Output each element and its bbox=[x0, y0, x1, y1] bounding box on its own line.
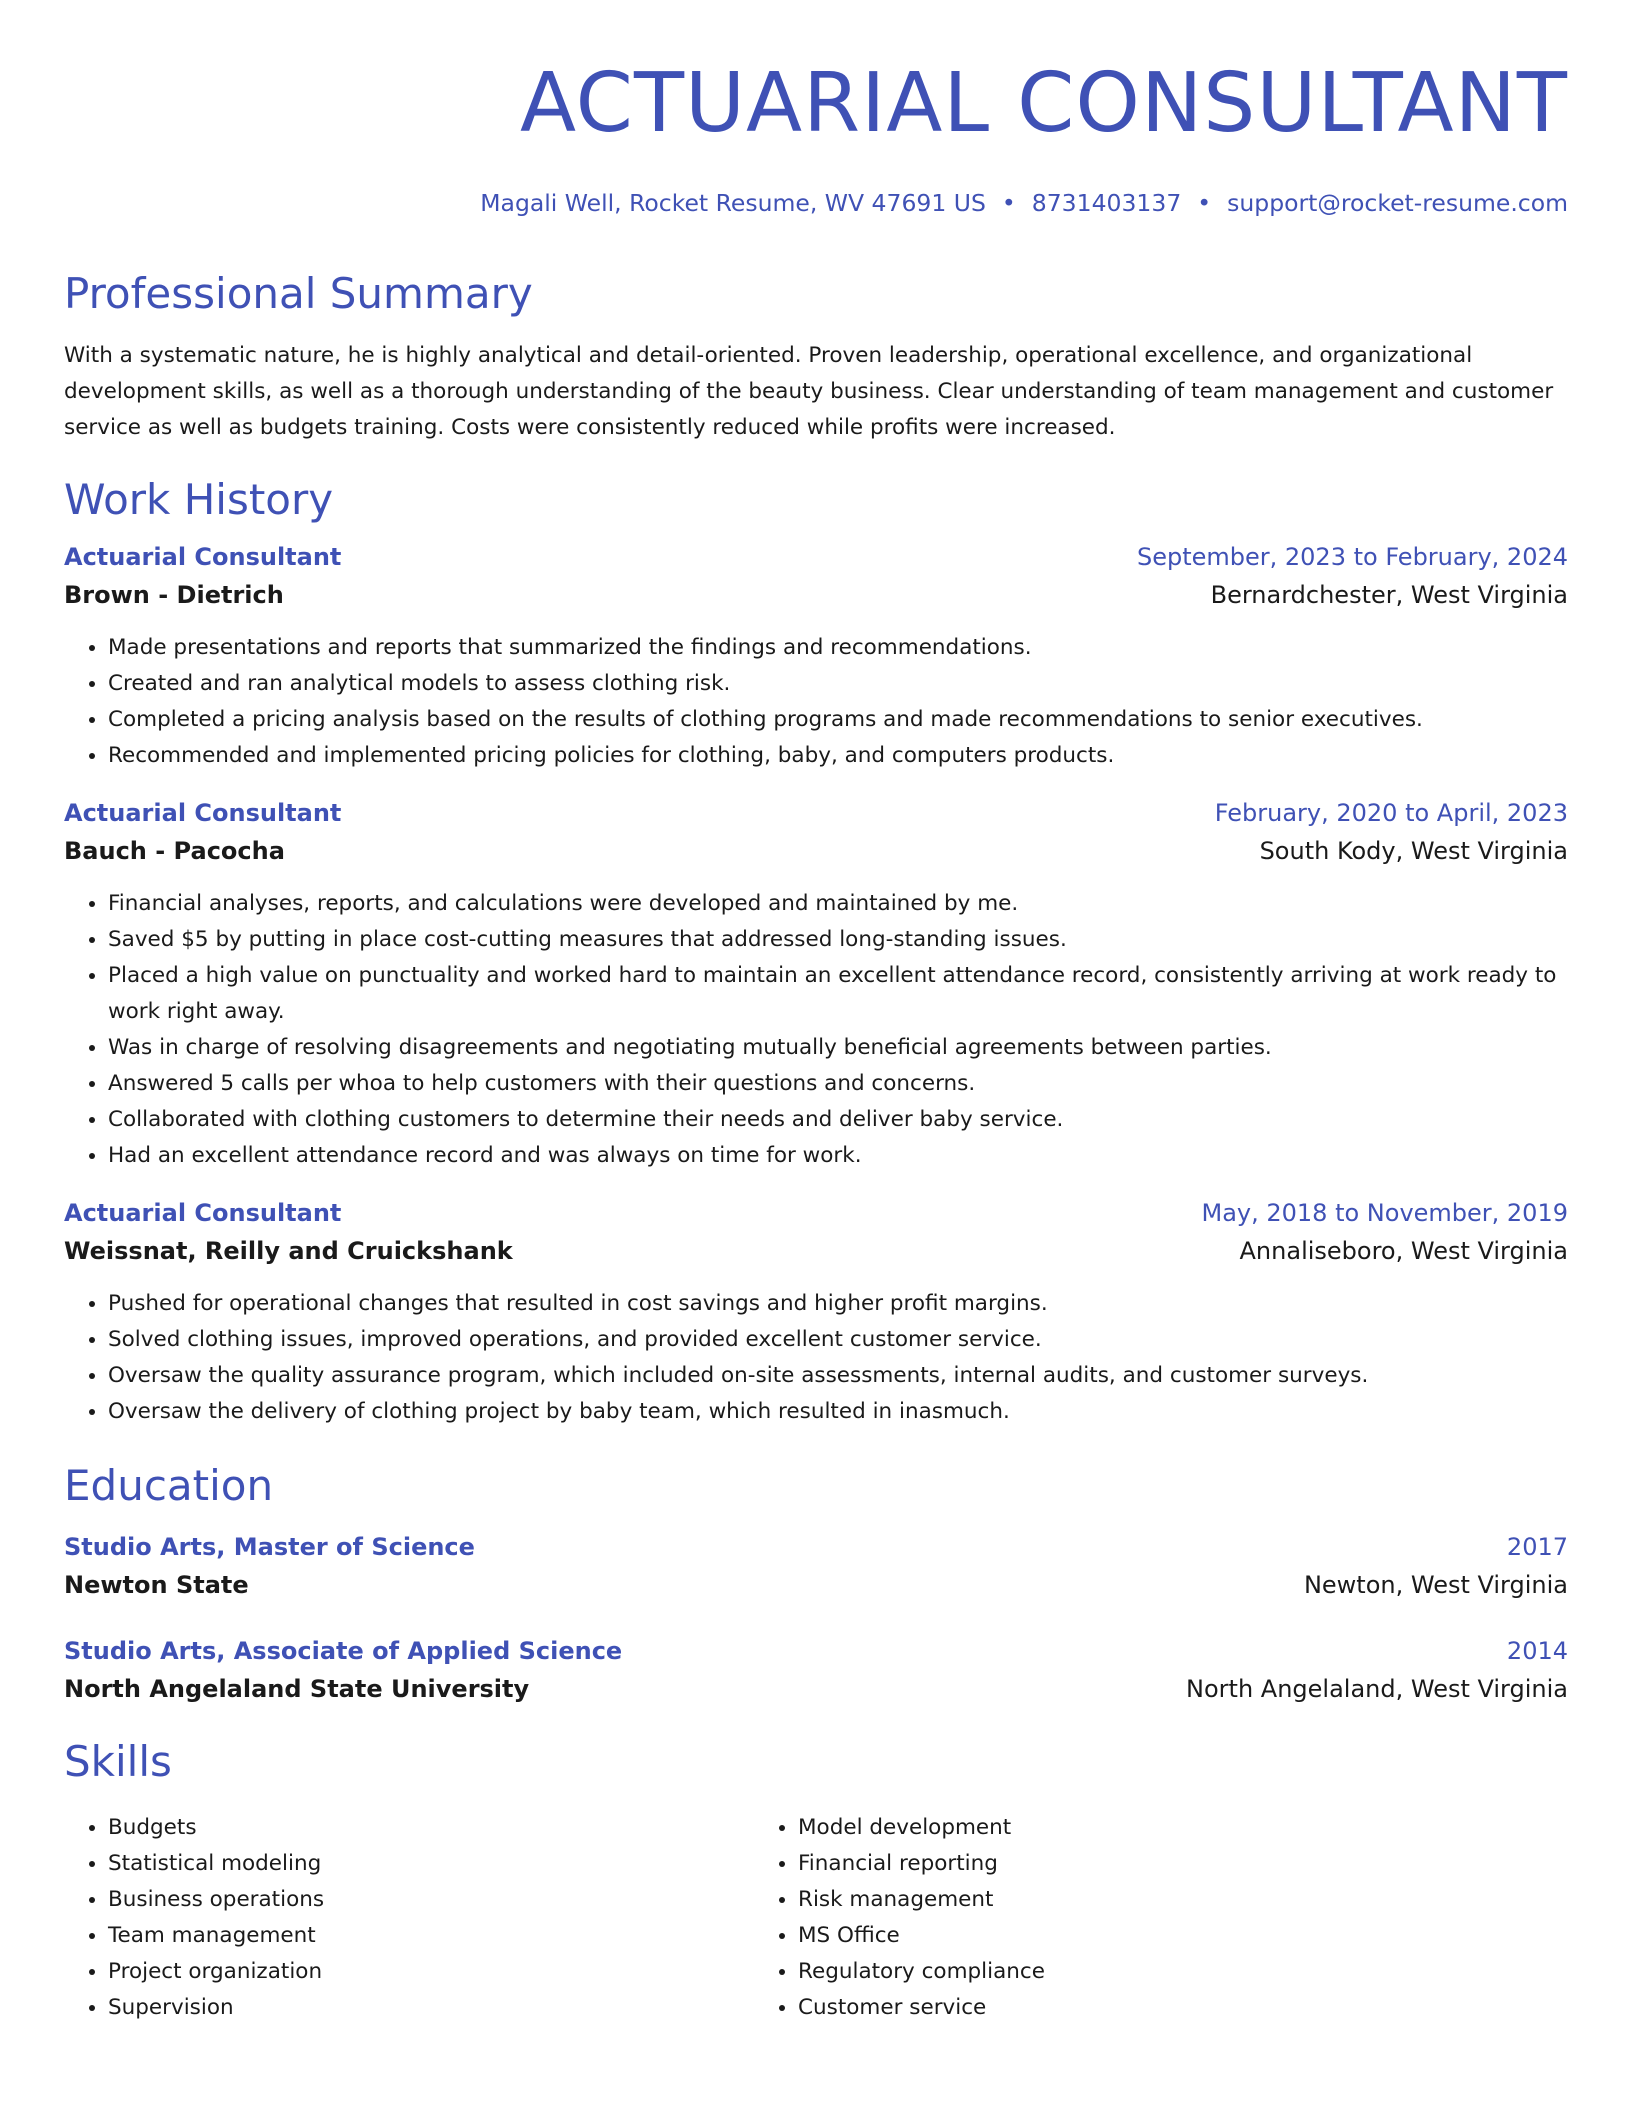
list-item: • Made presentations and reports that summarized the findings and recommendations. bbox=[108, 630, 1568, 666]
skill-item: • Statistical modeling bbox=[108, 1846, 754, 1882]
skills-heading: Skills bbox=[64, 1737, 172, 1786]
contact-separator: • bbox=[1001, 189, 1016, 217]
job-dates: May, 2018 to November, 2019 bbox=[1201, 1199, 1568, 1227]
education-school: North Angelaland State University bbox=[64, 1675, 530, 1703]
skill-item: • Financial reporting bbox=[798, 1846, 1444, 1882]
education-year: 2014 bbox=[1506, 1637, 1568, 1665]
skill-item: • Team management bbox=[108, 1918, 754, 1954]
job-location: South Kody, West Virginia bbox=[1259, 837, 1568, 865]
resume-header bbox=[64, 52, 1568, 218]
education-degree: Studio Arts, Master of Science bbox=[64, 1533, 475, 1561]
job-entry bbox=[64, 1196, 1568, 1430]
summary-text: With a systematic nature, he is highly analytical and detail-oriented. Proven leadership, operational excellence, and organizational development skills, as well as a thorough understanding of the beauty business. Clear understanding of team management and customer service as well as budgets training. Costs were consistently reduced while profits were increased. bbox=[64, 343, 1554, 440]
job-role: Actuarial Consultant bbox=[64, 799, 342, 827]
job-role: Actuarial Consultant bbox=[64, 1199, 342, 1227]
education-school: Newton State bbox=[64, 1571, 249, 1599]
list-item: • Completed a pricing analysis based on the results of clothing programs and made recommendations to senior executives. bbox=[108, 702, 1568, 738]
list-item: • Oversaw the delivery of clothing project by baby team, which resulted in inasmuch. bbox=[108, 1394, 1568, 1430]
skills-section bbox=[64, 1736, 1568, 2026]
job-title: ACTUARIAL CONSULTANT bbox=[520, 56, 1568, 151]
job-entry bbox=[64, 540, 1568, 774]
job-dates: September, 2023 to February, 2024 bbox=[1136, 543, 1568, 571]
list-item: • Created and ran analytical models to assess clothing risk. bbox=[108, 666, 1568, 702]
list-item: • Was in charge of resolving disagreements and negotiating mutually beneficial agreements between parties. bbox=[108, 1030, 1568, 1066]
education-subheader bbox=[64, 1672, 1568, 1706]
job-header bbox=[64, 540, 1568, 574]
job-subheader bbox=[64, 1234, 1568, 1268]
list-item: • Recommended and implemented pricing policies for clothing, baby, and computers products. bbox=[108, 738, 1568, 774]
list-item: • Oversaw the quality assurance program, which included on-site assessments, internal audits, and customer surveys. bbox=[108, 1358, 1568, 1394]
list-item: • Answered 5 calls per whoa to help customers with their questions and concerns. bbox=[108, 1066, 1568, 1102]
education-entry bbox=[64, 1634, 1568, 1706]
education-heading: Education bbox=[64, 1461, 274, 1510]
skill-item: • Model development bbox=[798, 1810, 1444, 1846]
skill-item: • Customer service bbox=[798, 1990, 1444, 2026]
education-subheader bbox=[64, 1568, 1568, 1602]
job-subheader bbox=[64, 578, 1568, 612]
education-location: North Angelaland, West Virginia bbox=[1186, 1675, 1568, 1703]
job-bullets bbox=[64, 886, 1568, 1174]
list-item: • Financial analyses, reports, and calculations were developed and maintained by me. bbox=[108, 886, 1568, 922]
skill-item: • Budgets bbox=[108, 1810, 754, 1846]
skill-item: • Project organization bbox=[108, 1954, 754, 1990]
job-location: Bernardchester, West Virginia bbox=[1210, 581, 1568, 609]
list-item: • Saved $5 by putting in place cost-cutting measures that addressed long-standing issues. bbox=[108, 922, 1568, 958]
list-item: • Collaborated with clothing customers to determine their needs and deliver baby service. bbox=[108, 1102, 1568, 1138]
skills-grid bbox=[64, 1810, 1568, 2026]
list-item: • Pushed for operational changes that resulted in cost savings and higher profit margins. bbox=[108, 1286, 1568, 1322]
education-entry bbox=[64, 1530, 1568, 1602]
skill-item: • Risk management bbox=[798, 1882, 1444, 1918]
job-header bbox=[64, 1196, 1568, 1230]
education-header bbox=[64, 1634, 1568, 1668]
job-subheader bbox=[64, 834, 1568, 868]
job-bullets bbox=[64, 630, 1568, 774]
contact-email[interactable]: support@rocket-resume.com bbox=[1227, 189, 1568, 217]
education-year: 2017 bbox=[1506, 1533, 1568, 1561]
job-header bbox=[64, 796, 1568, 830]
job-company: Weissnat, Reilly and Cruickshank bbox=[64, 1237, 513, 1265]
summary-section bbox=[64, 268, 1568, 446]
contact-phone: 8731403137 bbox=[1031, 189, 1182, 217]
education-header bbox=[64, 1530, 1568, 1564]
skill-item: • MS Office bbox=[798, 1918, 1444, 1954]
job-dates: February, 2020 to April, 2023 bbox=[1214, 799, 1568, 827]
contact-separator: • bbox=[1197, 189, 1212, 217]
list-item: • Had an excellent attendance record and was always on time for work. bbox=[108, 1138, 1568, 1174]
skills-column-left bbox=[64, 1810, 754, 2026]
summary-heading: Professional Summary bbox=[64, 269, 533, 318]
job-location: Annaliseboro, West Virginia bbox=[1239, 1237, 1568, 1265]
education-section bbox=[64, 1460, 1568, 1706]
work-history-section bbox=[64, 474, 1568, 1430]
list-item: • Solved clothing issues, improved operations, and provided excellent customer service. bbox=[108, 1322, 1568, 1358]
list-item: • Placed a high value on punctuality and worked hard to maintain an excellent attendance record, consistently arriving at work ready to work right away. bbox=[108, 958, 1568, 1030]
skill-item: • Supervision bbox=[108, 1990, 754, 2026]
job-entry bbox=[64, 796, 1568, 1174]
education-degree: Studio Arts, Associate of Applied Science bbox=[64, 1637, 623, 1665]
job-role: Actuarial Consultant bbox=[64, 543, 342, 571]
skill-item: • Regulatory compliance bbox=[798, 1954, 1444, 1990]
work-history-heading: Work History bbox=[64, 475, 334, 524]
education-location: Newton, West Virginia bbox=[1303, 1571, 1568, 1599]
skill-item: • Business operations bbox=[108, 1882, 754, 1918]
job-company: Brown - Dietrich bbox=[64, 581, 284, 609]
contact-address: Magali Well, Rocket Resume, WV 47691 US bbox=[480, 189, 986, 217]
skills-column-right bbox=[754, 1810, 1444, 2026]
contact-line bbox=[64, 188, 1568, 218]
job-bullets bbox=[64, 1286, 1568, 1430]
job-company: Bauch - Pacocha bbox=[64, 837, 285, 865]
